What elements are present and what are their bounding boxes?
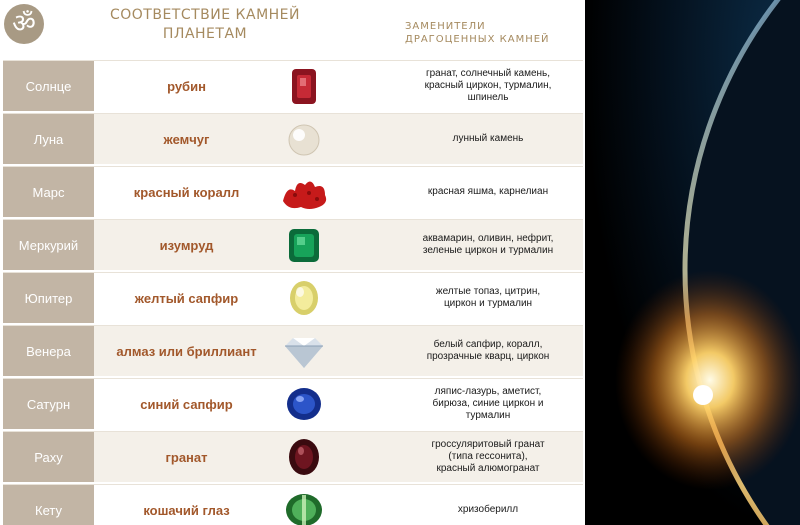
substitutes-line: желтые топаз, цитрин,: [435, 286, 541, 297]
planet-cell: Юпитер: [3, 273, 94, 323]
planet-cell: Меркурий: [3, 220, 94, 270]
substitutes-cell: [403, 273, 573, 323]
substitutes-line: красный алюмогранат: [436, 463, 540, 474]
title-line-1: СООТВЕТСТВИЕ КАМНЕЙ: [109, 7, 300, 23]
substitutes-line: шпинель: [467, 92, 509, 103]
emerald-gem-icon: [275, 224, 333, 267]
table-row: [3, 219, 583, 270]
table-row: [3, 272, 583, 323]
om-icon: ॐ: [4, 4, 44, 44]
substitutes-cell: [403, 379, 573, 429]
substitutes-line: красный циркон, турмалин,: [424, 80, 552, 91]
table-row: [3, 60, 583, 111]
earth-horizon-illustration: [585, 0, 800, 525]
subtitle-line-1: ЗАМЕНИТЕЛИ: [405, 21, 486, 32]
substitutes-line: (типа гессонита),: [448, 451, 528, 462]
substitutes-line: зеленые циркон и турмалин: [422, 245, 554, 256]
table-row: [3, 113, 583, 164]
blue-sapphire-icon: [275, 383, 333, 426]
substitutes-line: белый сапфир, коралл,: [433, 339, 543, 350]
stone-cell: гранат: [165, 449, 208, 465]
stone-cell: красный коралл: [133, 184, 240, 200]
substitutes-line: аквамарин, оливин, нефрит,: [422, 233, 554, 244]
garnet-gem-icon: [275, 436, 333, 479]
ruby-gem-icon: [275, 65, 333, 108]
earth-sunrise-image: [585, 0, 800, 525]
cats-eye-icon: [275, 489, 333, 525]
substitutes-line: красная яшма, карнелиан: [427, 186, 549, 197]
planet-cell: Солнце: [3, 61, 94, 111]
diamond-icon: [275, 330, 333, 373]
planet-cell: Сатурн: [3, 379, 94, 429]
substitutes-line: лунный камень: [452, 133, 524, 144]
column-heading-substitutes: [405, 20, 580, 46]
substitutes-line: хризоберилл: [457, 504, 519, 515]
planet-cell: Венера: [3, 326, 94, 376]
substitutes-cell: [403, 114, 573, 164]
substitutes-line: циркон и турмалин: [443, 298, 533, 309]
pearl-icon: [275, 118, 333, 161]
title-line-2: ПЛАНЕТАМ: [162, 26, 248, 42]
planet-cell: Раху: [3, 432, 94, 482]
substitutes-cell: [403, 432, 573, 482]
stone-cell: синий сапфир: [140, 396, 233, 412]
substitutes-cell: [403, 61, 573, 111]
table-row: [3, 378, 583, 429]
substitutes-cell: [403, 485, 573, 525]
substitutes-line: гроссуляритовый гранат: [431, 439, 545, 450]
substitutes-line: гранат, солнечный камень,: [425, 68, 551, 79]
planet-cell: Кету: [3, 485, 94, 525]
table-row: [3, 166, 583, 217]
substitutes-cell: [403, 326, 573, 376]
stone-cell: изумруд: [159, 237, 214, 253]
table-row: [3, 431, 583, 482]
table-row: [3, 484, 583, 525]
stone-cell: желтый сапфир: [134, 290, 239, 306]
table-row: [3, 325, 583, 376]
stones-table: [3, 60, 583, 525]
planet-cell: Луна: [3, 114, 94, 164]
coral-icon: [275, 171, 333, 214]
substitutes-cell: [403, 167, 573, 217]
subtitle-line-2: ДРАГОЦЕННЫХ КАМНЕЙ: [405, 34, 550, 45]
substitutes-line: прозрачные кварц, циркон: [426, 351, 550, 362]
substitutes-cell: [403, 220, 573, 270]
stone-cell: рубин: [167, 78, 206, 94]
substitutes-line: ляпис-лазурь, аметист,: [434, 386, 542, 397]
stone-cell: кошачий глаз: [143, 502, 230, 518]
substitutes-line: турмалин: [465, 410, 511, 421]
planet-cell: Марс: [3, 167, 94, 217]
page-title: [100, 6, 310, 44]
substitutes-line: бирюза, синие циркон и: [432, 398, 544, 409]
yellow-sapphire-icon: [275, 277, 333, 320]
stone-cell: алмаз или бриллиант: [116, 343, 257, 359]
stone-cell: жемчуг: [163, 131, 210, 147]
